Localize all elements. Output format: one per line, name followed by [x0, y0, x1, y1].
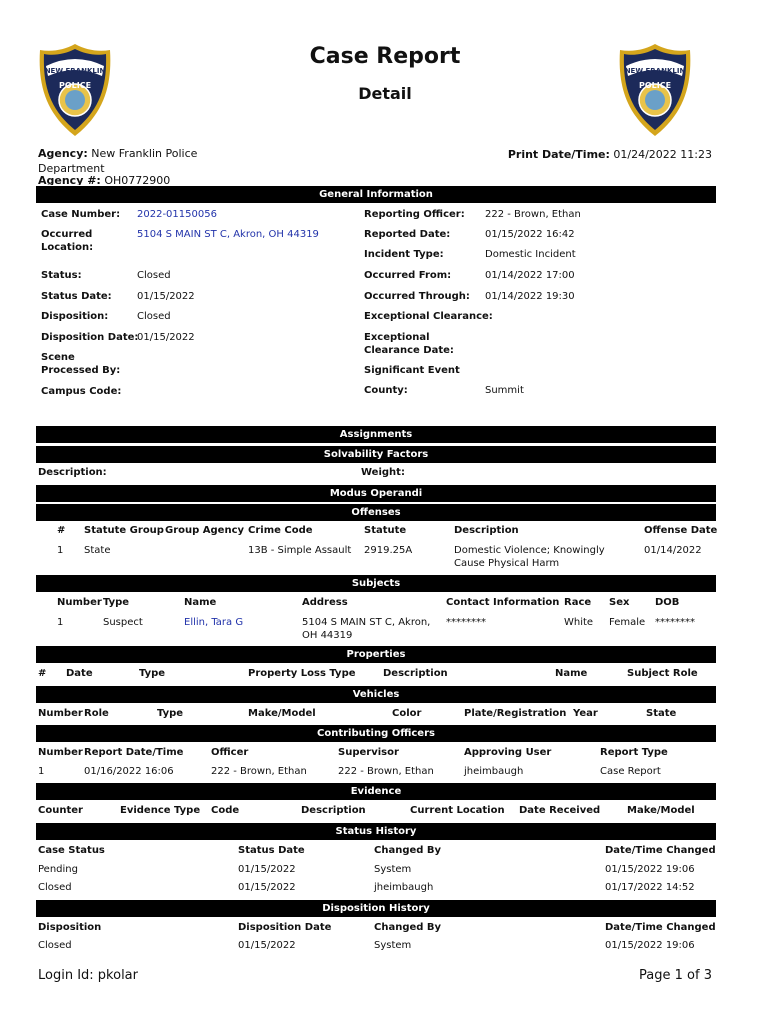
- status-history-cell: Closed: [38, 882, 72, 893]
- case-number-label: Case Number:: [41, 209, 121, 220]
- agency-number-label: Agency #:: [38, 176, 101, 185]
- page-subtitle: Detail: [358, 84, 412, 103]
- incident-type-value: Domestic Incident: [485, 249, 576, 260]
- contributing-cell: 222 - Brown, Ethan: [211, 766, 307, 777]
- evidence-header: Current Location: [410, 805, 505, 816]
- contributing-header: Officer: [211, 747, 249, 758]
- print-value: 01/24/2022 11:23: [613, 148, 712, 161]
- occurred-from-value: 01/14/2022 17:00: [485, 270, 575, 281]
- occurred-through-value: 01/14/2022 19:30: [485, 291, 575, 302]
- offenses-header: Description: [454, 525, 519, 536]
- exceptional-clearance-label: Exceptional Clearance:: [364, 311, 493, 322]
- agency-block: [38, 146, 213, 176]
- subject-cell: ********: [655, 617, 695, 628]
- contributing-header: Report Date/Time: [84, 747, 184, 758]
- occurred-from-label: Occurred From:: [364, 270, 452, 281]
- evidence-header: Make/Model: [627, 805, 695, 816]
- offense-cell: 2919.25A: [364, 545, 413, 556]
- subject-cell: Female: [609, 617, 646, 628]
- properties-header: Property Loss Type: [248, 668, 356, 679]
- contributing-header: Approving User: [464, 747, 552, 758]
- section-assignments: Assignments: [36, 426, 716, 443]
- occurred-through-label: Occurred Through:: [364, 291, 470, 302]
- reporting-officer-label: Reporting Officer:: [364, 209, 465, 220]
- offense-cell: 13B - Simple Assault: [248, 545, 352, 556]
- subject-cell: 1: [57, 617, 64, 628]
- properties-header: Description: [383, 668, 448, 679]
- page-title: Case Report: [309, 44, 461, 69]
- offense-cell: 1: [57, 545, 64, 556]
- vehicles-header: Year: [573, 708, 598, 719]
- subjects-header: Race: [564, 597, 592, 608]
- evidence-header: Date Received: [519, 805, 601, 816]
- vehicles-header: Color: [392, 708, 422, 719]
- status-history-cell: jheimbaugh: [374, 882, 434, 893]
- section-contributing-officers: Contributing Officers: [36, 725, 716, 742]
- subjects-header: Number: [57, 597, 102, 608]
- evidence-header: Evidence Type: [120, 805, 201, 816]
- section-solvability-factors: Solvability Factors: [36, 446, 716, 463]
- status-label: Status:: [41, 270, 82, 281]
- contributing-cell: 222 - Brown, Ethan: [338, 766, 434, 777]
- properties-header: Subject Role: [627, 668, 698, 679]
- scene-processed-label: Scene Processed By:: [41, 352, 121, 376]
- properties-header: Date: [66, 668, 93, 679]
- svg-text:NEW FRANKLIN: NEW FRANKLIN: [624, 67, 686, 75]
- subjects-header: Type: [103, 597, 130, 608]
- offenses-header: #: [57, 525, 66, 536]
- agency-label: Agency:: [38, 147, 88, 160]
- vehicles-header: Type: [157, 708, 184, 719]
- section-general-information: General Information: [36, 186, 716, 203]
- solvability-description-label: Description:: [38, 467, 107, 478]
- section-modus-operandi: Modus Operandi: [36, 485, 716, 502]
- case-number-link[interactable]: 2022-01150056: [137, 209, 217, 220]
- agency-value: New Franklin Police Department: [38, 147, 198, 175]
- vehicles-header: Plate/Registration: [464, 708, 567, 719]
- status-history-header: Case Status: [38, 845, 105, 856]
- offenses-header: Statute: [364, 525, 407, 536]
- contributing-header: Number: [38, 747, 83, 758]
- vehicles-header: State: [646, 708, 677, 719]
- svg-text:POLICE: POLICE: [58, 81, 92, 90]
- evidence-header: Description: [301, 805, 366, 816]
- reported-date-label: Reported Date:: [364, 229, 451, 240]
- disposition-history-cell: 01/15/2022: [238, 940, 296, 951]
- section-evidence: Evidence: [36, 783, 716, 800]
- status-history-cell: 01/15/2022: [238, 882, 296, 893]
- contributing-header: Report Type: [600, 747, 668, 758]
- status-history-cell: 01/15/2022 19:06: [605, 864, 695, 875]
- contributing-cell: jheimbaugh: [464, 766, 524, 777]
- reported-date-value: 01/15/2022 16:42: [485, 229, 575, 240]
- disposition-history-header: Disposition Date: [238, 922, 332, 933]
- login-id: Login Id: pkolar: [38, 968, 138, 983]
- disposition-date-label: Disposition Date:: [41, 332, 139, 343]
- contributing-cell: 01/16/2022 16:06: [84, 766, 174, 777]
- status-history-header: Date/Time Changed: [605, 845, 716, 856]
- section-status-history: Status History: [36, 823, 716, 840]
- status-value: Closed: [137, 270, 171, 281]
- status-history-cell: 01/15/2022: [238, 864, 296, 875]
- disposition-history-cell: Closed: [38, 940, 72, 951]
- solvability-weight-label: Weight:: [361, 467, 405, 478]
- offenses-header: Offense Date: [644, 525, 718, 536]
- occurred-location-label: Occurred Location:: [41, 229, 94, 253]
- status-history-header: Status Date: [238, 845, 305, 856]
- evidence-header: Counter: [38, 805, 83, 816]
- county-value: Summit: [485, 385, 524, 396]
- status-history-cell: System: [374, 864, 412, 875]
- status-date-label: Status Date:: [41, 291, 112, 302]
- status-history-header: Changed By: [374, 845, 442, 856]
- status-date-value: 01/15/2022: [137, 291, 195, 302]
- print-label: Print Date/Time:: [507, 148, 610, 161]
- disposition-history-header: Disposition: [38, 922, 102, 933]
- subjects-header: Name: [184, 597, 217, 608]
- status-history-cell: 01/17/2022 14:52: [605, 882, 695, 893]
- significant-event-label: Significant Event: [364, 365, 460, 376]
- subject-name-link[interactable]: Ellin, Tara G: [184, 617, 244, 628]
- status-history-cell: Pending: [38, 864, 78, 875]
- svg-text:NEW FRANKLIN: NEW FRANKLIN: [44, 67, 106, 75]
- agency-number-value: OH0772900: [104, 176, 171, 185]
- disposition-history-header: Date/Time Changed: [605, 922, 716, 933]
- vehicles-header: Number: [38, 708, 83, 719]
- contributing-cell: 1: [38, 766, 45, 777]
- agency-number-block: [38, 176, 170, 185]
- subject-cell: ********: [446, 617, 486, 628]
- properties-header: #: [38, 668, 47, 679]
- subject-cell: White: [564, 617, 594, 628]
- incident-type-label: Incident Type:: [364, 249, 444, 260]
- subjects-header: Address: [302, 597, 348, 608]
- section-offenses: Offenses: [36, 504, 716, 521]
- print-datetime: [500, 148, 712, 161]
- campus-code-label: Campus Code:: [41, 386, 122, 397]
- vehicles-header: Role: [84, 708, 109, 719]
- section-vehicles: Vehicles: [36, 686, 716, 703]
- vehicles-header: Make/Model: [248, 708, 316, 719]
- page-number: Page 1 of 3: [639, 968, 712, 983]
- occurred-location-link[interactable]: 5104 S MAIN ST C, Akron, OH 44319: [137, 229, 319, 240]
- offense-cell: 01/14/2022: [644, 545, 702, 556]
- svg-text:POLICE: POLICE: [638, 81, 672, 90]
- evidence-header: Code: [211, 805, 240, 816]
- disposition-history-header: Changed By: [374, 922, 442, 933]
- subjects-header: Contact Information: [446, 597, 560, 608]
- reporting-officer-value: 222 - Brown, Ethan: [485, 209, 581, 220]
- disposition-history-cell: 01/15/2022 19:06: [605, 940, 695, 951]
- disposition-label: Disposition:: [41, 311, 109, 322]
- offense-cell: Domestic Violence; Knowingly Cause Physical Harm: [454, 545, 605, 569]
- properties-header: Type: [139, 668, 166, 679]
- section-disposition-history: Disposition History: [36, 900, 716, 917]
- contributing-cell: Case Report: [600, 766, 661, 777]
- subjects-header: DOB: [655, 597, 680, 608]
- disposition-date-value: 01/15/2022: [137, 332, 195, 343]
- offenses-header: Group Agency: [165, 525, 245, 536]
- exceptional-clearance-date-label: Exceptional Clearance Date:: [364, 332, 454, 356]
- subject-cell: Suspect: [103, 617, 143, 628]
- offense-cell: State: [84, 545, 111, 556]
- offenses-header: Crime Code: [248, 525, 313, 536]
- offenses-header: Statute Group: [84, 525, 164, 536]
- section-properties: Properties: [36, 646, 716, 663]
- subject-cell: 5104 S MAIN ST C, Akron, OH 44319: [302, 617, 431, 641]
- disposition-history-cell: System: [374, 940, 412, 951]
- county-label: County:: [364, 385, 408, 396]
- contributing-header: Supervisor: [338, 747, 399, 758]
- subjects-header: Sex: [609, 597, 630, 608]
- section-subjects: Subjects: [36, 575, 716, 592]
- properties-header: Name: [555, 668, 588, 679]
- disposition-value: Closed: [137, 311, 171, 322]
